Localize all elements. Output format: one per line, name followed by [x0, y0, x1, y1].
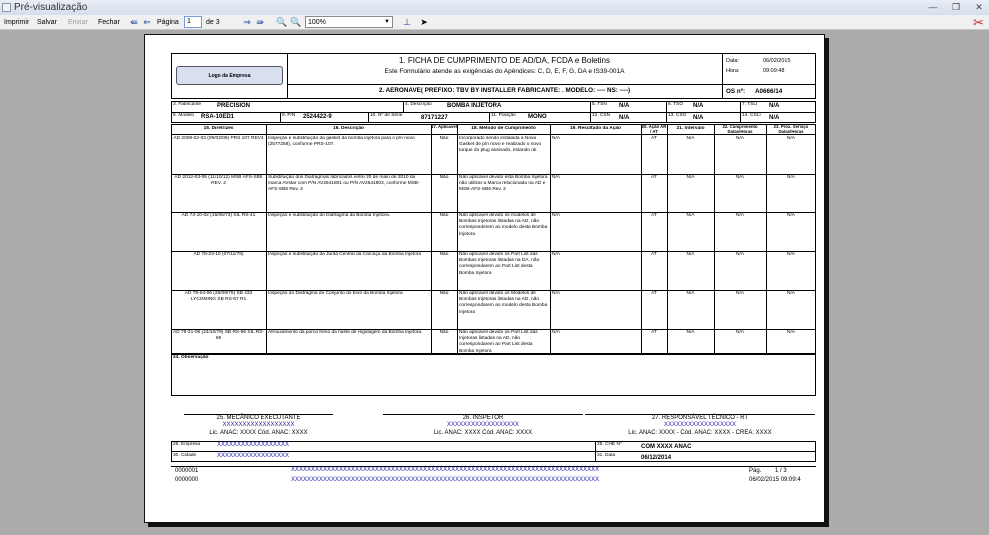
model-value: RSA-10ED1: [201, 114, 235, 120]
col-header-action: 20. Ação AR / AT: [641, 124, 667, 134]
footer-line-1: XXXXXXXXXXXXXXXXXXXXXXXXXXXXXXXXXXXXXXXXXXXXXXXXXXXXXXXXXXXXXXXXXXXXXXXXXXXXX: [291, 467, 600, 473]
time-label: Hora:: [726, 68, 740, 74]
cell-action: AT: [651, 175, 657, 180]
city-label: 30. Cidade: [173, 453, 197, 458]
cell-result: N/A: [552, 136, 560, 141]
cell-applicable: Não: [439, 175, 449, 180]
csli-label: 14. CSLI: [742, 113, 761, 118]
city-value: XXXXXXXXXXXXXXXXXX: [217, 453, 290, 459]
zoom-select[interactable]: 100% ▼: [305, 16, 393, 28]
cell-directive: AD 79-21-06 (24/10/79) SB RS-66 SIL RS-69: [173, 330, 264, 342]
tsn-label: 5. TSN: [592, 102, 607, 107]
form-subtitle: Este Formulário atende as exigências do Apêndices: C, D, E, F, G, DA e IS39-001A: [384, 68, 625, 75]
first-page-icon[interactable]: ⇚: [130, 17, 138, 27]
time-value: 09:09:48: [763, 68, 785, 74]
cell-interval: N/A: [686, 175, 695, 180]
col-header-directives: 15. Diretrizes: [203, 126, 234, 131]
date-field-value: 06/12/2014: [641, 455, 672, 461]
window-title: Pré-visualização: [14, 2, 88, 13]
technical-lead-title: 27. RESPONSÁVEL TÉCNICO - RT: [651, 415, 749, 421]
fit-icon[interactable]: ⊥: [403, 17, 411, 27]
csli-value: N/A: [769, 115, 780, 121]
cell-directive: AD 79-04-06 (28/09/79) SB 433 LYCOMING SB RS-57 R1: [184, 291, 253, 303]
inspector-license: Lic. ANAC: XXXX Cód. ANAC: XXXX: [433, 430, 533, 436]
os-label: OS nº:: [726, 88, 746, 95]
pn-label: 9. P/N: [282, 113, 296, 118]
title-bar: [0, 0, 989, 15]
form-sheet: [171, 53, 817, 513]
close-button[interactable]: Fechar: [98, 19, 120, 26]
date-value: 06/02/2015: [763, 58, 791, 64]
aircraft-line: 2. AERONAVE( PREFIXO: TBV BY INSTALLER FABRICANTE: . MODELO: ---- NS: ----): [378, 87, 631, 94]
mechanic-title: 25. MECÂNICO EXECUTANTE: [216, 415, 301, 421]
description-label: 4. Descrição: [405, 102, 432, 107]
cell-result: N/A: [552, 252, 560, 257]
tsn-value: N/A: [619, 103, 630, 109]
footer-page-value: 1 / 3: [775, 468, 787, 474]
footer-page-label: Pág.: [749, 468, 762, 474]
cell-description: Inspeção e substituição do Diafragma da Bomba Injetora.: [268, 213, 391, 218]
cell-action: AT: [651, 291, 657, 296]
cell-description: Substituição dos Diafragmas fabricados entre 20 de maio de 2010 da marca AVstar com P/N AV2541801 ou P/N AV2541803, conforme MSB-AFS-SB6 Rev. 2: [268, 175, 420, 193]
next-page-icon[interactable]: ⇒: [243, 17, 251, 27]
cell-applicable: Não: [439, 213, 449, 218]
csn-value: N/A: [619, 115, 630, 121]
app-logo-icon: ✂: [973, 15, 984, 30]
observation-box: [171, 354, 816, 396]
page-label: Página: [157, 19, 179, 26]
last-page-icon[interactable]: ⇛: [256, 17, 264, 27]
col-header-interval: 21. Intervalo: [676, 126, 705, 131]
col-header-method: 18. Método de Cumprimento: [471, 126, 536, 131]
cell-compliance: N/A: [736, 136, 744, 141]
previous-page-icon[interactable]: ⇐: [143, 17, 151, 27]
cell-next-service: N/A: [787, 213, 795, 218]
cell-directive: AD 73-10-02 (15/05/73) SIL RS-41: [181, 213, 256, 218]
position-label: 11. Posição: [491, 113, 516, 118]
print-button[interactable]: Imprimir: [4, 19, 30, 26]
close-icon[interactable]: ✕: [975, 2, 983, 12]
cell-method: Não aplicável devido os Part List das Bombas Injetoras listadas na DA, não correspondarem ao Part List desta Bomba Injetora: [459, 252, 540, 276]
footer-code-2: 0000000: [175, 477, 199, 483]
cell-result: N/A: [552, 330, 560, 335]
footer-code-1: 0000001: [175, 468, 199, 474]
cell-next-service: N/A: [787, 291, 795, 296]
cell-compliance: N/A: [736, 213, 744, 218]
pn-value: 2524422-9: [303, 114, 332, 120]
col-header-result: 19. Resultado da Ação: [569, 126, 621, 131]
cell-compliance: N/A: [736, 291, 744, 296]
che-label: 29. CHE Nº: [597, 442, 622, 447]
cell-method: Não aplicável devido os Part List das Injetoras listadas na AD, não correspondarem ao Part List desta Bomba Injetora: [459, 330, 538, 353]
zoom-out-icon[interactable]: 🔍: [290, 17, 302, 27]
cell-description: Inspeção do Diafragma do Conjunto do Eixo da Bomba Injetora: [268, 291, 403, 296]
tsli-label: 7. TSLI: [742, 102, 758, 107]
cell-method: Não aplicável devido esta Bomba Injetora não utilizar a Marca relacionada na AD e MSB-AFS-SB6 Rev. 2: [459, 175, 548, 193]
manufacturer-value: PRECISION: [217, 103, 251, 109]
inspector-title: 26. INSPETOR: [462, 415, 504, 421]
cell-description: Inspeção e substituição da gasket da bomba injetora para o p/n novo (2577258), conforme PRS-107.: [268, 136, 415, 148]
toolbar: [0, 15, 989, 30]
cell-action: AT: [651, 252, 657, 257]
tso-value: N/A: [693, 103, 704, 109]
zoom-in-icon[interactable]: 🔍: [276, 17, 288, 27]
date-label: Data:: [726, 58, 740, 64]
cell-result: N/A: [552, 291, 560, 296]
company-label: 28. Empresa: [173, 442, 201, 447]
cell-next-service: N/A: [787, 175, 795, 180]
cell-next-service: N/A: [787, 330, 795, 335]
restore-icon[interactable]: ❐: [951, 2, 961, 12]
technical-lead-license: Lic. ANAC: XXXX - Cód. ANAC: XXXX - CREA: XXXX: [628, 430, 772, 436]
page-count: de 3: [206, 19, 220, 26]
send-button[interactable]: Enviar: [68, 19, 88, 26]
position-value: MONO: [528, 114, 547, 120]
technical-lead-name: XXXXXXXXXXXXXXXXXX: [663, 422, 737, 428]
cell-applicable: Não: [439, 291, 449, 296]
col-header-applicable: 17. Aplicável: [431, 124, 457, 129]
cell-result: N/A: [552, 213, 560, 218]
col-header-compliance: 22. Cumprimento Datas/Horas: [722, 124, 758, 134]
mechanic-license: Lic. ANAC: XXXX Cód. ANAC: XXXX: [209, 430, 308, 436]
model-label: 8. Modelo: [173, 113, 195, 118]
tso-label: 6. TSO: [668, 102, 684, 107]
cell-next-service: N/A: [787, 136, 795, 141]
save-button[interactable]: Salvar: [37, 19, 57, 26]
cursor-icon[interactable]: ➤: [420, 17, 428, 27]
cell-interval: N/A: [686, 330, 695, 335]
page-number-input[interactable]: 1: [184, 16, 202, 28]
cell-interval: N/A: [686, 291, 695, 296]
cell-method: Não aplicável devido os Modelos de Bombas Injetoras listadas na AD, não correspondarem ao modelo desta Bomba Injetora: [459, 291, 548, 315]
date-field-label: 31. Data: [597, 453, 616, 458]
csn-label: 12. CSN: [592, 113, 611, 118]
company-value: XXXXXXXXXXXXXXXXXX: [217, 442, 290, 448]
os-value: A0666/14: [755, 88, 783, 95]
cell-method: Não aplicável devido os modelos de Bombas Injetoras listadas na AD, não corresponderem ao modelo desta Bomba Injetora: [459, 213, 548, 237]
col-header-description: 16. Descrição: [333, 126, 364, 131]
cell-interval: N/A: [686, 136, 695, 141]
inspector-name: XXXXXXXXXXXXXXXXXX: [446, 422, 520, 428]
cell-interval: N/A: [686, 213, 695, 218]
cell-applicable: Não: [439, 252, 449, 257]
cell-compliance: N/A: [736, 175, 744, 180]
che-value: COM XXXX ANAC: [641, 444, 692, 450]
cell-method: Incorporado sendo instalada a Nova Gasket de p/n novo e realizado o novo torque do plug assinado, estando ok: [459, 136, 542, 154]
serial-value: 87171227: [421, 115, 448, 121]
cell-action: AT: [651, 136, 657, 141]
company-logo: Logo da Empresa: [176, 66, 283, 85]
cell-next-service: N/A: [787, 252, 795, 257]
form-title: 1. FICHA DE CUMPRIMENTO DE AD/DA, FCDA e Boletins: [398, 56, 610, 65]
cell-applicable: Não: [439, 330, 449, 335]
mechanic-name: XXXXXXXXXXXXXXXXXX: [222, 422, 295, 428]
report-page: [144, 34, 825, 523]
cell-action: AT: [651, 213, 657, 218]
col-header-next-service: 23. Próx. Serviço Datas/Horas: [773, 124, 809, 134]
description-value: BOMBA INJETORA: [447, 103, 502, 109]
cso-label: 13. CSO: [668, 113, 687, 118]
cell-directive: AD 78-23-10 (07/11/78): [193, 252, 244, 257]
observation-label: 24. Observação: [173, 355, 209, 360]
cell-result: N/A: [552, 175, 560, 180]
cell-interval: N/A: [686, 252, 695, 257]
cell-compliance: N/A: [736, 252, 744, 257]
cell-directive: AD 2009-02-03 (09/02/09) PRS 107 REV4: [173, 136, 264, 141]
cell-description: Inspeção e substituição da Junta Central da Carcaça da Bomba Injetora: [268, 252, 422, 257]
footer-line-2: XXXXXXXXXXXXXXXXXXXXXXXXXXXXXXXXXXXXXXXXXXXXXXXXXXXXXXXXXXXXXXXXXXXXXXXXXXXXX: [291, 477, 600, 483]
cell-action: AT: [651, 330, 657, 335]
cell-applicable: Não: [439, 136, 449, 141]
cso-value: N/A: [693, 115, 704, 121]
app-icon: [2, 3, 11, 12]
cell-description: Afrouxamento da porca freno da haste de regulagem da Bomba Injetora.: [268, 330, 423, 335]
minimize-icon[interactable]: —: [928, 2, 938, 12]
tsli-value: N/A: [769, 103, 780, 109]
cell-compliance: N/A: [736, 330, 744, 335]
chevron-down-icon: ▼: [384, 19, 390, 25]
serial-label: 10. Nº de Série: [370, 113, 403, 118]
manufacturer-label: 3. Fabricante: [173, 102, 201, 107]
cell-directive: AD 2012-03-06 (11/10/12) MSB AFS-SB6 REV. 2: [174, 175, 263, 187]
footer-datetime: 06/02/2015 09:09:4: [749, 477, 801, 483]
